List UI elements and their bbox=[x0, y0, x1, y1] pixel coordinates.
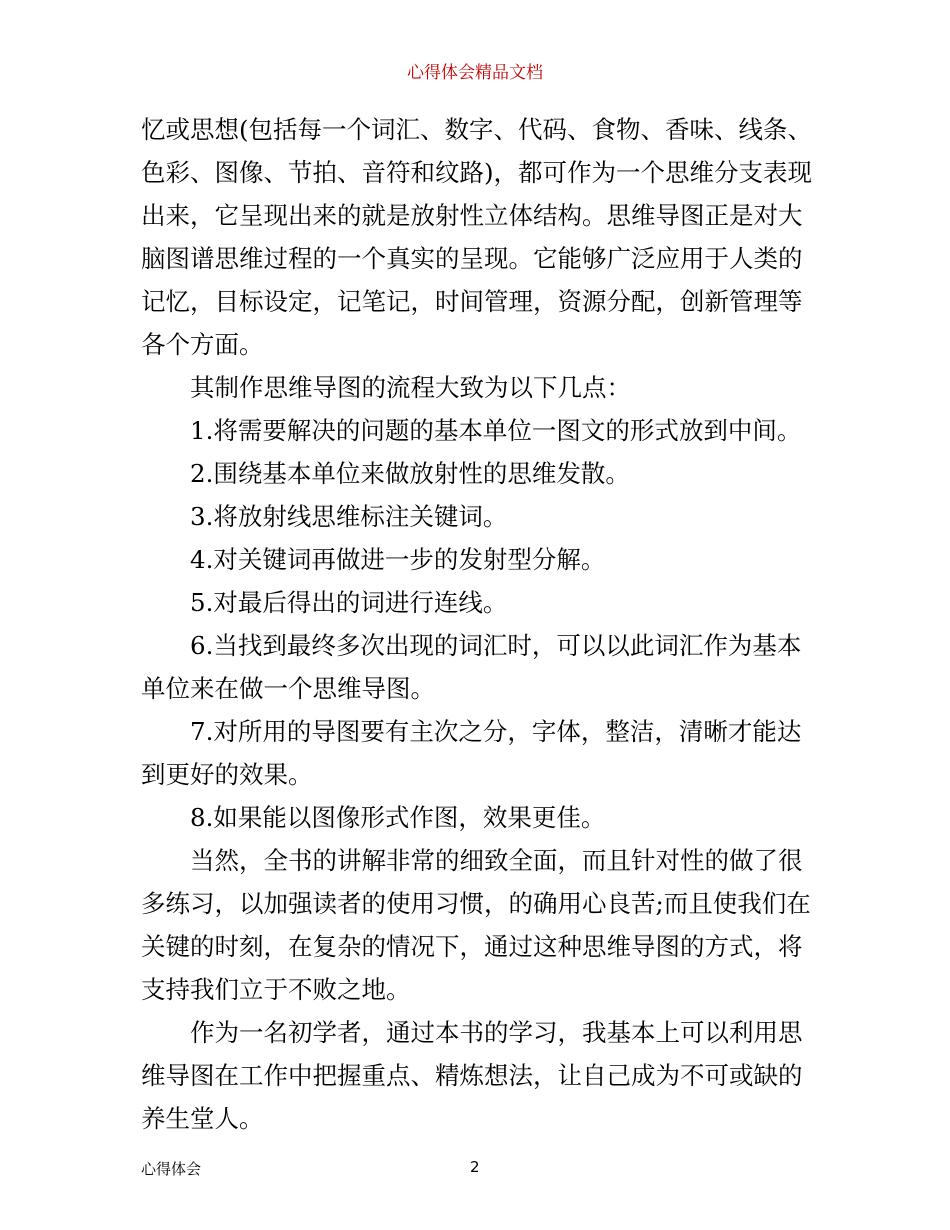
paragraph-conclusion: 作为一名初学者，通过本书的学习，我基本上可以利用思维导图在工作中把握重点、精炼想法，让自己成为不可或缺的养生堂人。 bbox=[141, 1018, 803, 1133]
list-item-step-3: 3.将放射线思维标注关键词。 bbox=[190, 502, 508, 531]
paragraph-book-review: 当然，全书的讲解非常的细致全面，而且针对性的做了很多练习，以加强读者的使用习惯，的确用心良苦;而且使我们在关键的时刻，在复杂的情况下，通过这种思维导图的方式，将支持我们立于不败之地。 bbox=[141, 846, 811, 1004]
list-item-step-7: 7.对所用的导图要有主次之分，字体，整洁，清晰才能达到更好的效果。 bbox=[141, 717, 802, 789]
list-item-step-4: 4.对关键词再做进一步的发射型分解。 bbox=[190, 545, 606, 574]
paragraph-intro-steps: 其制作思维导图的流程大致为以下几点： bbox=[190, 373, 631, 402]
list-item-step-2: 2.围绕基本单位来做放射性的思维发散。 bbox=[190, 459, 630, 488]
page-header-title: 心得体会精品文档 bbox=[407, 63, 543, 83]
document-body bbox=[141, 108, 813, 1140]
list-item-step-1: 1.将需要解决的问题的基本单位一图文的形式放到中间。 bbox=[190, 416, 802, 445]
list-item-step-5: 5.对最后得出的词进行连线。 bbox=[190, 588, 508, 617]
list-item-step-6: 6.当找到最终多次出现的词汇时，可以以此词汇作为基本单位来在做一个思维导图。 bbox=[141, 631, 802, 703]
paragraph-continuation: 忆或思想(包括每一个词汇、数字、代码、食物、香味、线条、色彩、图像、节拍、音符和纹路)，都可作为一个思维分支表现出来，它呈现出来的就是放射性立体结构。思维导图正是对大脑图谱思维过程的一个真实的呈现。它能够广泛应用于人类的记忆，目标设定，记笔记，时间管理，资源分配，创新管理等各个方面。 bbox=[141, 115, 813, 359]
page-number: 2 bbox=[470, 1158, 480, 1176]
footer-label: 心得体会 bbox=[141, 1160, 202, 1178]
list-item-step-8: 8.如果能以图像形式作图，效果更佳。 bbox=[190, 803, 606, 832]
